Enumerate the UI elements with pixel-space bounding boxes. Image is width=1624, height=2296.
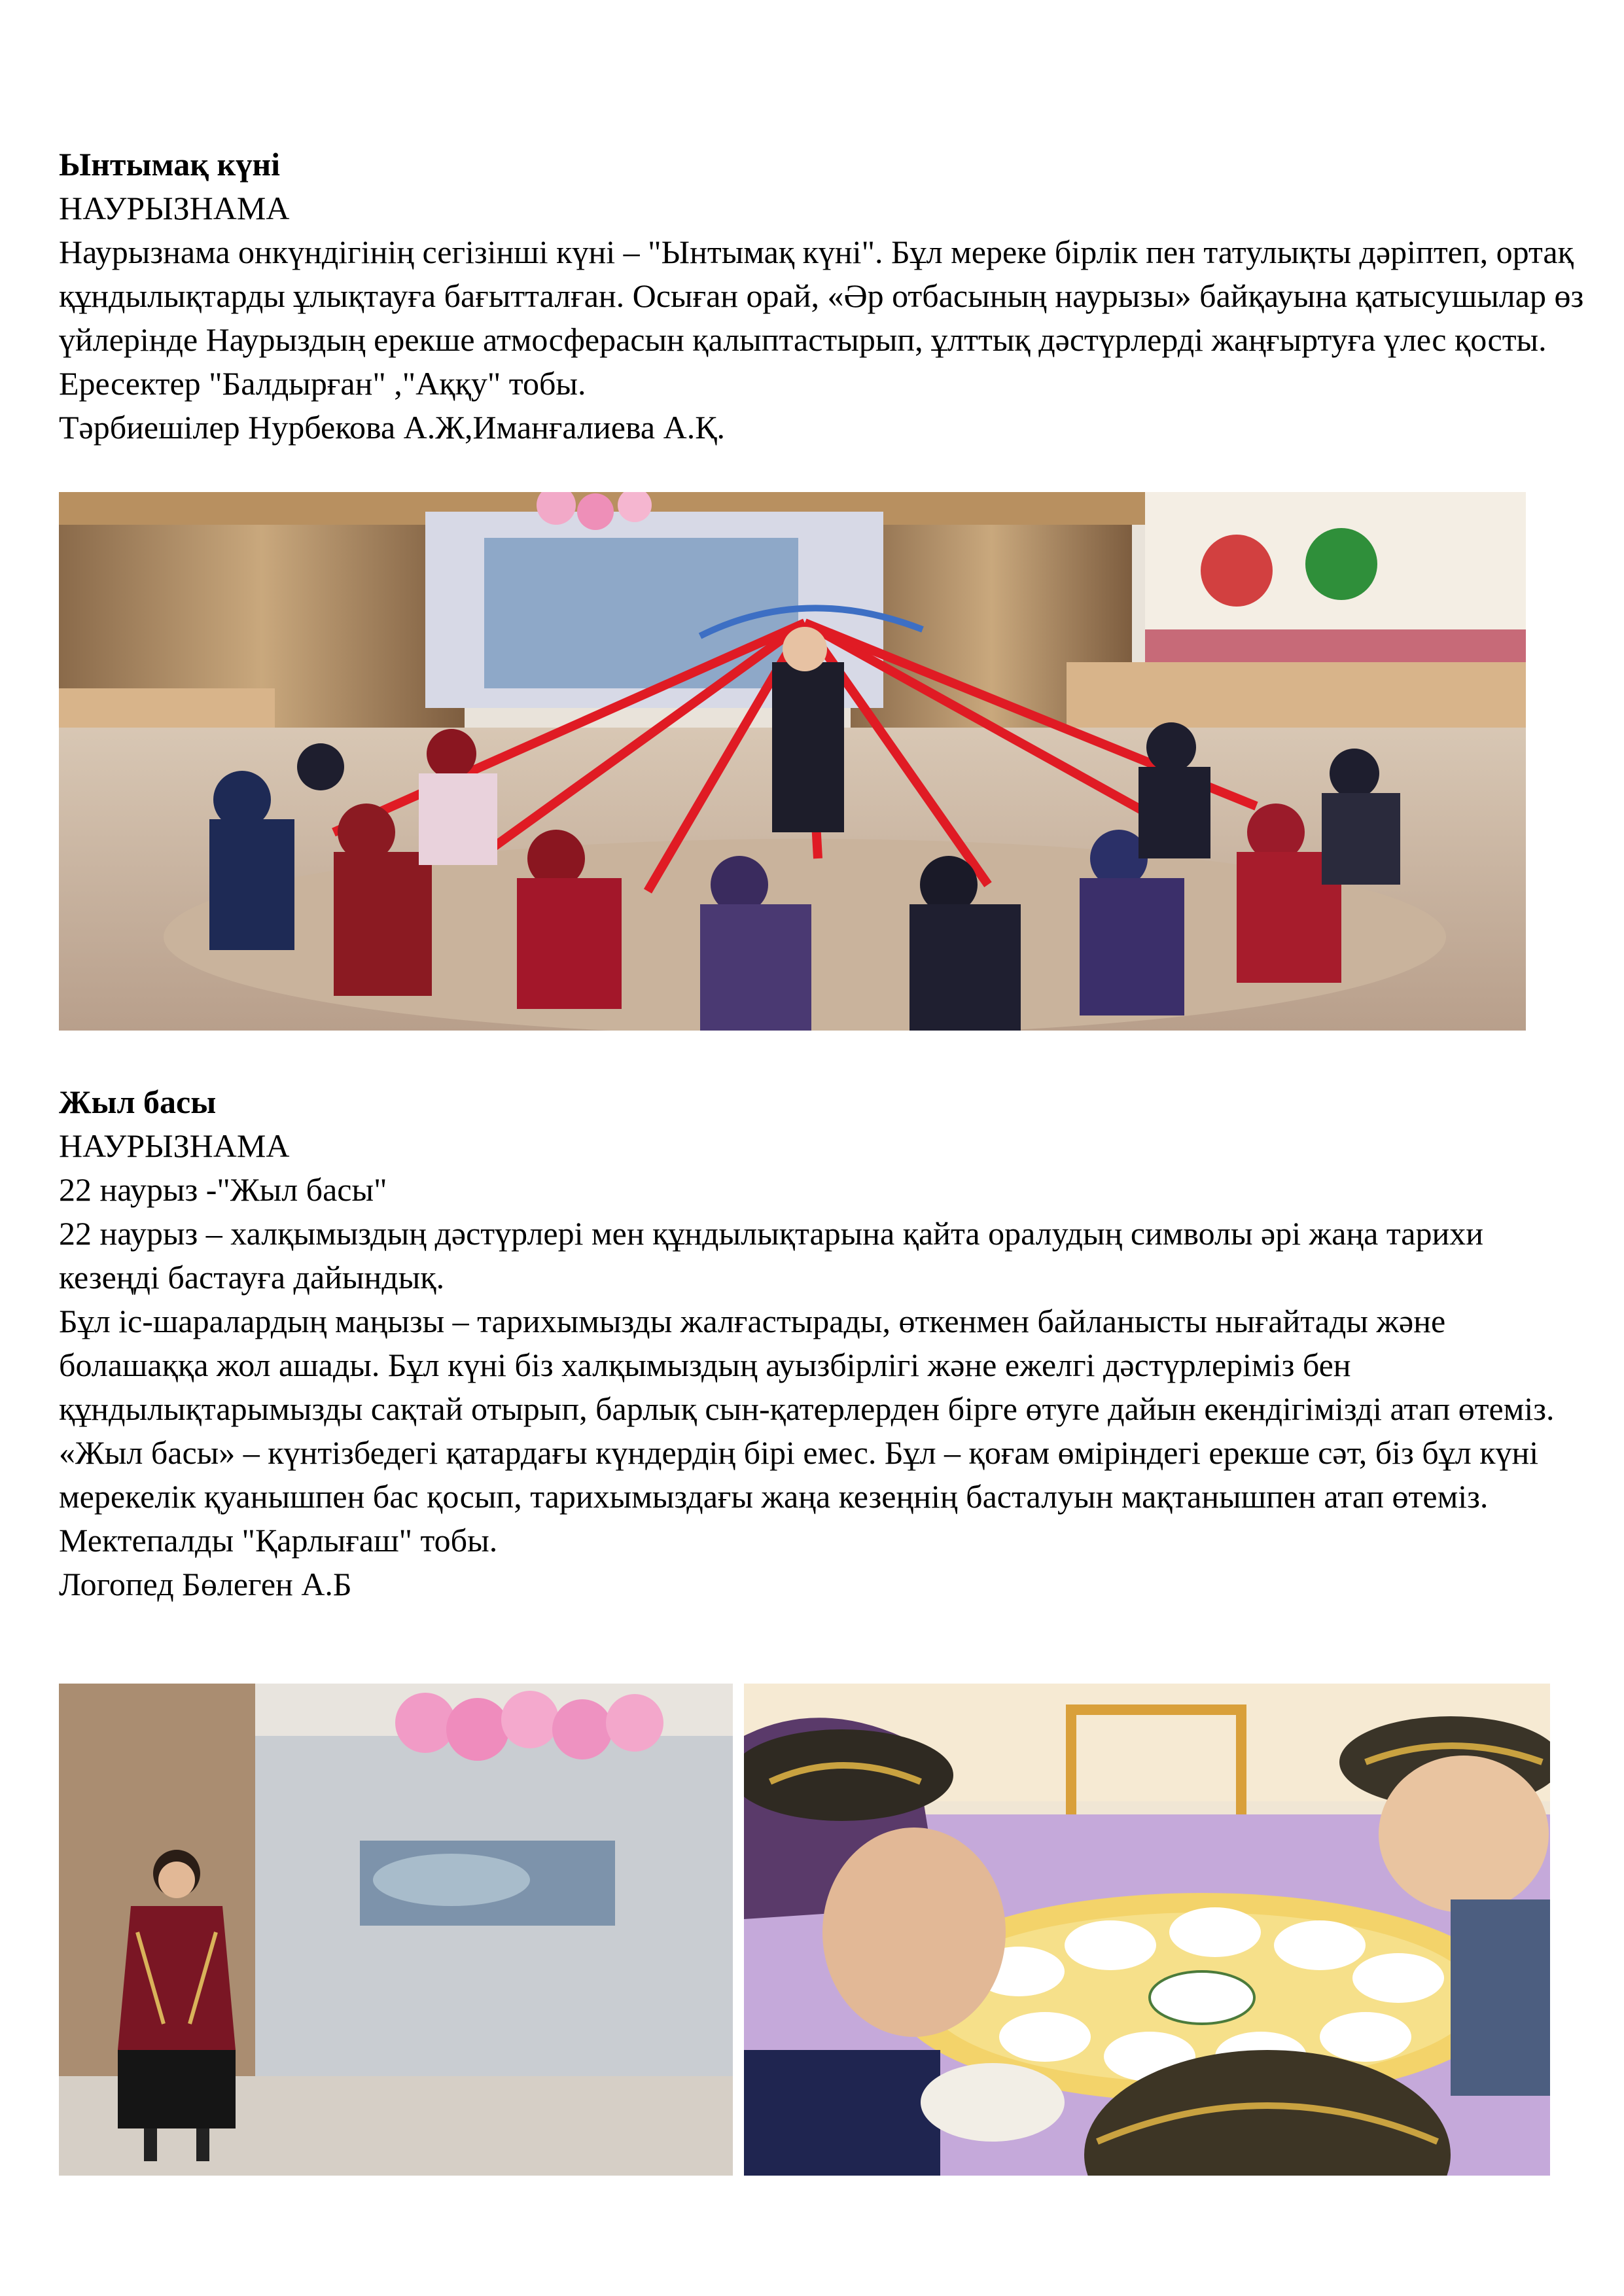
group-line: Мектепалды "Қарлығаш" тобы. xyxy=(59,1522,498,1559)
groups-line: Ересектер "Балдырған" ,"Аққу" тобы. xyxy=(59,365,586,402)
section-title: Ынтымақ күні xyxy=(59,146,281,183)
section-subtitle: НАУРЫЗНАМА xyxy=(59,1127,290,1164)
photo-teacher-presentation xyxy=(59,1684,733,2176)
section-yntymaq-kuni xyxy=(59,143,1590,450)
section-paragraph: Наурызнама онкүндігінің сегізінші күні – "Ынтымақ күні". Бұл мереке бірлік пен татулықты дәріптеп, ортақ құндылықтарды ұлықтауға бағытталған. Осыған орай, «Әр отбасының наурызы» байқауына қатысушылар өз үйлерінде Наурыздың ерекше атмосферасын қалыптастырып, ұлттық дәстүрлерді жаңғыртуға үлес қосты. xyxy=(59,234,1584,358)
section-paragraph: Бұл іс-шаралардың маңызы – тарихымызды жалғастырады, өткенмен байланысты нығайтады және болашаққа жол ашады. Бұл күні біз халқымыздың ауызбірлігі және ежелгі дәстүрлеріміз бен құндылықтарымызды сақтай отырып, барлық сын-қатерлерден бірге өтуге дайын екендігімізді атап өтеміз. xyxy=(59,1303,1555,1427)
date-line: 22 наурыз -"Жыл басы" xyxy=(59,1171,387,1208)
photo-children-ribbon-dance xyxy=(59,492,1526,1031)
teachers-line: Тәрбиешілер Нурбекова А.Ж,Иманғалиева А.Қ. xyxy=(59,409,726,446)
speech-therapist-line: Логопед Бөлеген А.Б xyxy=(59,1566,352,1602)
section-paragraph: «Жыл басы» – күнтізбедегі қатардағы күндердің бірі емес. Бұл – қоғам өміріндегі ерекше сәт, біз бұл күні мерекелік қуанышпен бас қосып, тарихымыздағы жаңа кезеңнің басталуын мақтанышпен атап өтеміз. xyxy=(59,1434,1539,1515)
section-subtitle: НАУРЫЗНАМА xyxy=(59,190,290,226)
section-zhyl-basy xyxy=(59,1080,1590,1606)
section-title: Жыл басы xyxy=(59,1084,217,1120)
section-paragraph: 22 наурыз – халқымыздың дәстүрлері мен құндылықтарына қайта оралудың символы әрі жаңа тарихи кезеңді бастауға дайындық. xyxy=(59,1215,1484,1296)
photo-children-table-game xyxy=(744,1684,1550,2176)
